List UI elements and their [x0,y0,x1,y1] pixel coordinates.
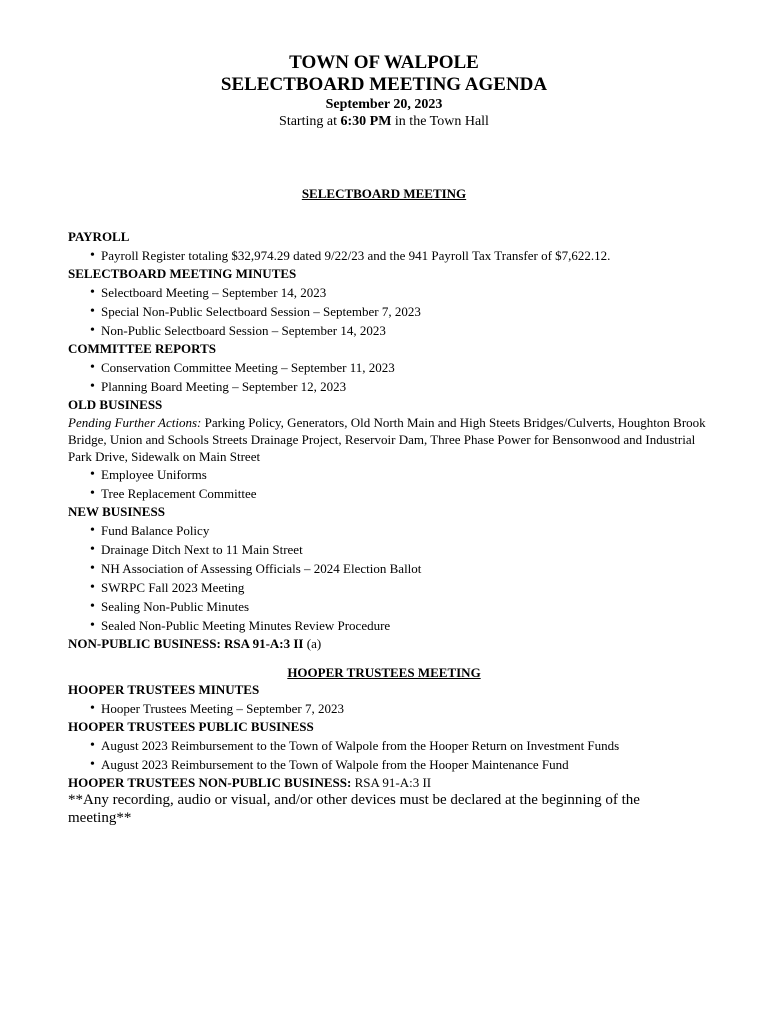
meeting-date: September 20, 2023 [325,97,443,112]
list-item: • Drainage Ditch Next to 11 Main Street [90,540,708,559]
list-item: • Fund Balance Policy [90,521,708,540]
list-item: • Payroll Register totaling $32,974.29 dated 9/22/23 and the 941 Payroll Tax Transfer of $7,622.12. [90,246,708,265]
pending-text: Parking Policy, Generators, Old North Main and High Steets Bridges/Culverts, Houghton Brook Bridge, Union and Schools Streets Drainage Project, Reservoir Dam, Three Phase Power for Bensonwood and Industrial Park Drive, Sidewalk on Main Street [68,415,706,464]
start-time-line [0,113,768,130]
hooper-minutes-list [68,699,708,718]
start-time: 6:30 PM [340,114,392,129]
list-item: • Special Non-Public Selectboard Session – September 7, 2023 [90,302,708,321]
list-item: • August 2023 Reimbursement to the Town of Walpole from the Hooper Maintenance Fund [90,755,708,774]
payroll-list [68,246,708,265]
selectboard-heading: SELECTBOARD MEETING [301,186,467,201]
list-item: • August 2023 Reimbursement to the Town of Walpole from the Hooper Return on Investment Funds [90,736,708,755]
non-public-business [68,635,708,652]
hooper-minutes-title: HOOPER TRUSTEES MINUTES [68,682,260,697]
committee-list [68,358,708,396]
list-item: • Tree Replacement Committee [90,484,708,503]
list-item: • Planning Board Meeting – September 12, 2023 [90,377,708,396]
hooper-non-public-suffix: RSA 91-A:3 II [351,775,432,790]
list-item: • SWRPC Fall 2023 Meeting [90,578,708,597]
hooper-heading: HOOPER TRUSTEES MEETING [287,665,481,680]
agenda-header [0,52,768,130]
pending-label: Pending Further Actions: [68,415,202,430]
list-item: • NH Association of Assessing Officials – 2024 Election Ballot [90,559,708,578]
new-business-title: NEW BUSINESS [68,504,165,519]
new-business-list [68,521,708,635]
pending-actions [68,414,708,465]
agenda-title: SELECTBOARD MEETING AGENDA [220,74,548,95]
list-item: • Non-Public Selectboard Session – September 14, 2023 [90,321,708,340]
list-item: • Selectboard Meeting – September 14, 2023 [90,283,708,302]
hooper-public-title: HOOPER TRUSTEES PUBLIC BUSINESS [68,719,314,734]
list-item: • Employee Uniforms [90,465,708,484]
list-item: • Hooper Trustees Meeting – September 7, 2023 [90,699,708,718]
list-item: • Sealed Non-Public Meeting Minutes Review Procedure [90,616,708,635]
list-item: • Sealing Non-Public Minutes [90,597,708,616]
minutes-list [68,283,708,340]
hooper-public-list [68,736,708,774]
town-title: TOWN OF WALPOLE [289,52,479,73]
old-business-title: OLD BUSINESS [68,397,163,412]
hooper-section [68,681,708,827]
payroll-title: PAYROLL [68,229,130,244]
list-item: • Conservation Committee Meeting – September 11, 2023 [90,358,708,377]
selectboard-section [68,228,708,652]
recording-notice: **Any recording, audio or visual, and/or other devices must be declared at the beginning of the meeting** [68,792,640,826]
start-prefix: Starting at [279,114,341,129]
non-public-label: NON-PUBLIC BUSINESS: RSA 91-A:3 II [68,636,304,651]
minutes-title: SELECTBOARD MEETING MINUTES [68,266,297,281]
hooper-non-public [68,774,708,791]
committee-title: COMMITTEE REPORTS [68,341,216,356]
non-public-suffix: (a) [303,636,322,651]
hooper-non-public-label: HOOPER TRUSTEES NON-PUBLIC BUSINESS: [68,775,352,790]
start-suffix: in the Town Hall [391,114,489,129]
old-business-list [68,465,708,503]
